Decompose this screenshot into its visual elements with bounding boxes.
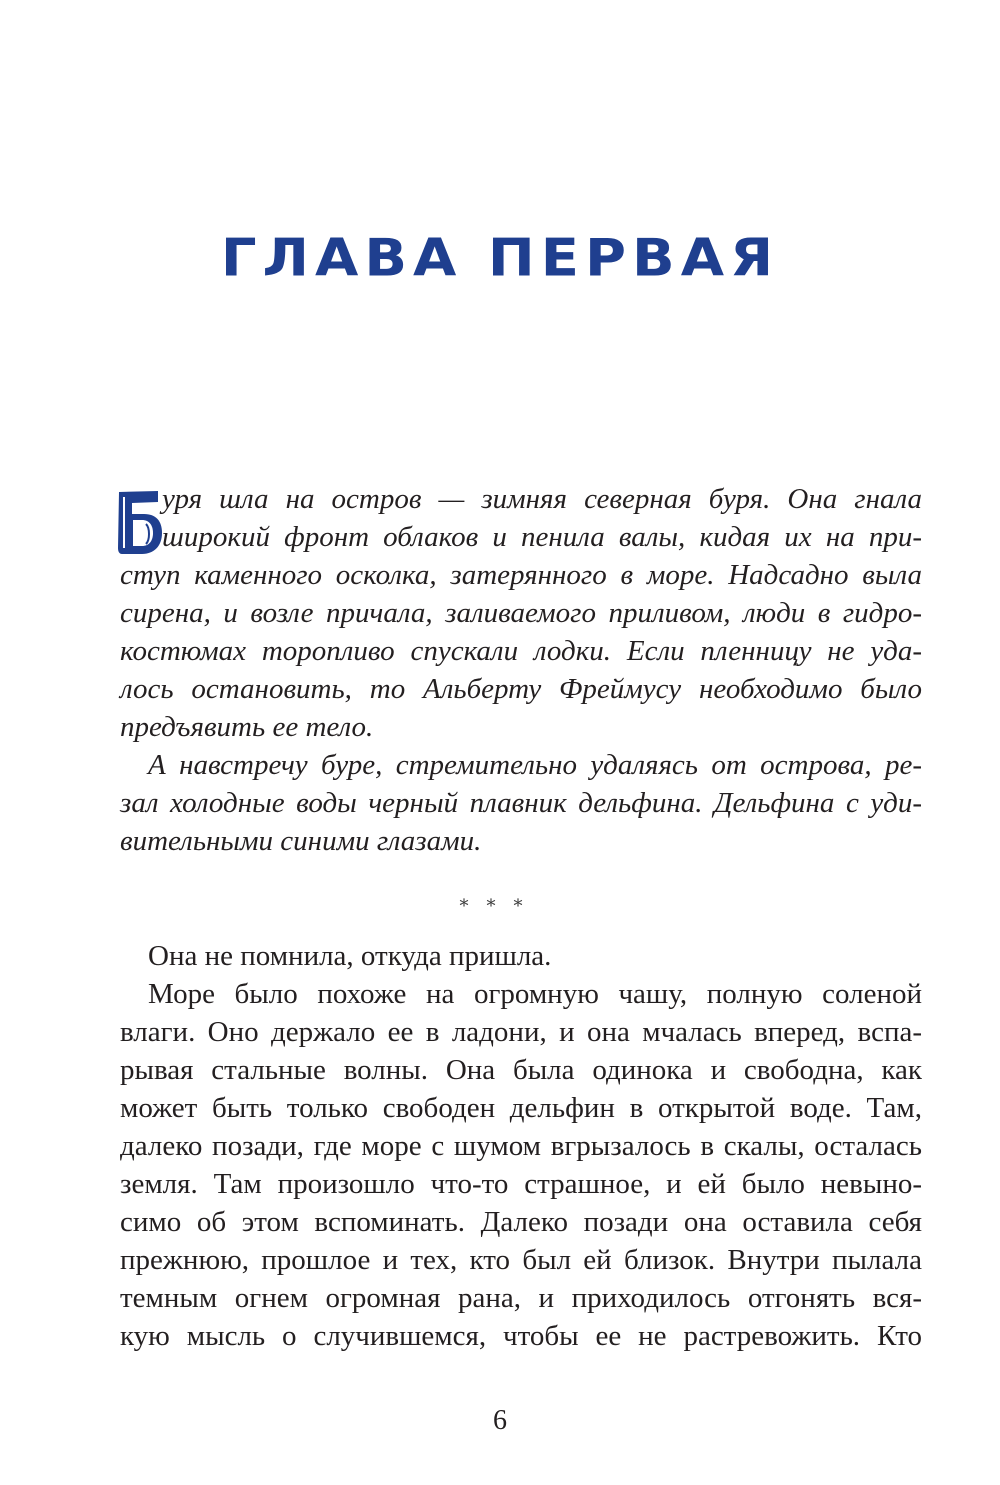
text-line: предъявить ее тело. bbox=[120, 711, 374, 743]
text-line: темным огнем огромная рана, и приходилось отгонять вся- bbox=[120, 1282, 922, 1314]
text-line: зал холодные воды черный плавник дельфина. Дельфина с уди- bbox=[120, 787, 922, 819]
italic-intro-text bbox=[120, 480, 922, 860]
text-line: симо об этом вспоминать. Далеко позади она оставила себя bbox=[120, 1206, 922, 1238]
text-line: широкий фронт облаков и пенила валы, кидая их на при- bbox=[162, 521, 922, 553]
text-line: земля. Там произошло что-то страшное, и ей было невыно- bbox=[120, 1168, 922, 1200]
section-separator-asterisks: ⁎⁎⁎ bbox=[459, 890, 541, 910]
text-line: влаги. Оно держало ее в ладони, и она мчалась вперед, вспа- bbox=[120, 1016, 922, 1048]
page-number: 6 bbox=[493, 1405, 507, 1436]
text-line: костюмах торопливо спускали лодки. Если пленницу не уда- bbox=[120, 635, 922, 667]
text-line: лось остановить, то Альберту Фреймусу необходимо было bbox=[120, 673, 922, 705]
main-body-text bbox=[120, 937, 922, 1355]
text-line: уря шла на остров — зимняя северная буря. Она гнала bbox=[162, 483, 922, 515]
text-line: далеко позади, где море с шумом вгрызалось в скалы, осталась bbox=[120, 1130, 922, 1162]
text-line: вительными синими глазами. bbox=[120, 825, 482, 857]
text-line: сирена, и возле причала, заливаемого приливом, люди в гидро- bbox=[120, 597, 922, 629]
text-line: А навстречу буре, стремительно удаляясь от острова, ре- bbox=[148, 749, 922, 781]
text-line: Море было похоже на огромную чашу, полную соленой bbox=[148, 978, 922, 1010]
text-line: прежнюю, прошлое и тех, кто был ей близок. Внутри пылала bbox=[120, 1244, 922, 1276]
text-line: кую мысль о случившемся, чтобы ее не растревожить. Кто bbox=[120, 1320, 922, 1352]
text-line: рывая стальные волны. Она была одинока и свободна, как bbox=[120, 1054, 922, 1086]
chapter-title: ГЛАВА ПЕРВАЯ bbox=[220, 228, 780, 289]
text-line: ступ каменного осколка, затерянного в море. Надсадно выла bbox=[120, 559, 922, 591]
text-line: Она не помнила, откуда пришла. bbox=[148, 940, 552, 972]
text-line: может быть только свободен дельфин в открытой воде. Там, bbox=[120, 1092, 922, 1124]
